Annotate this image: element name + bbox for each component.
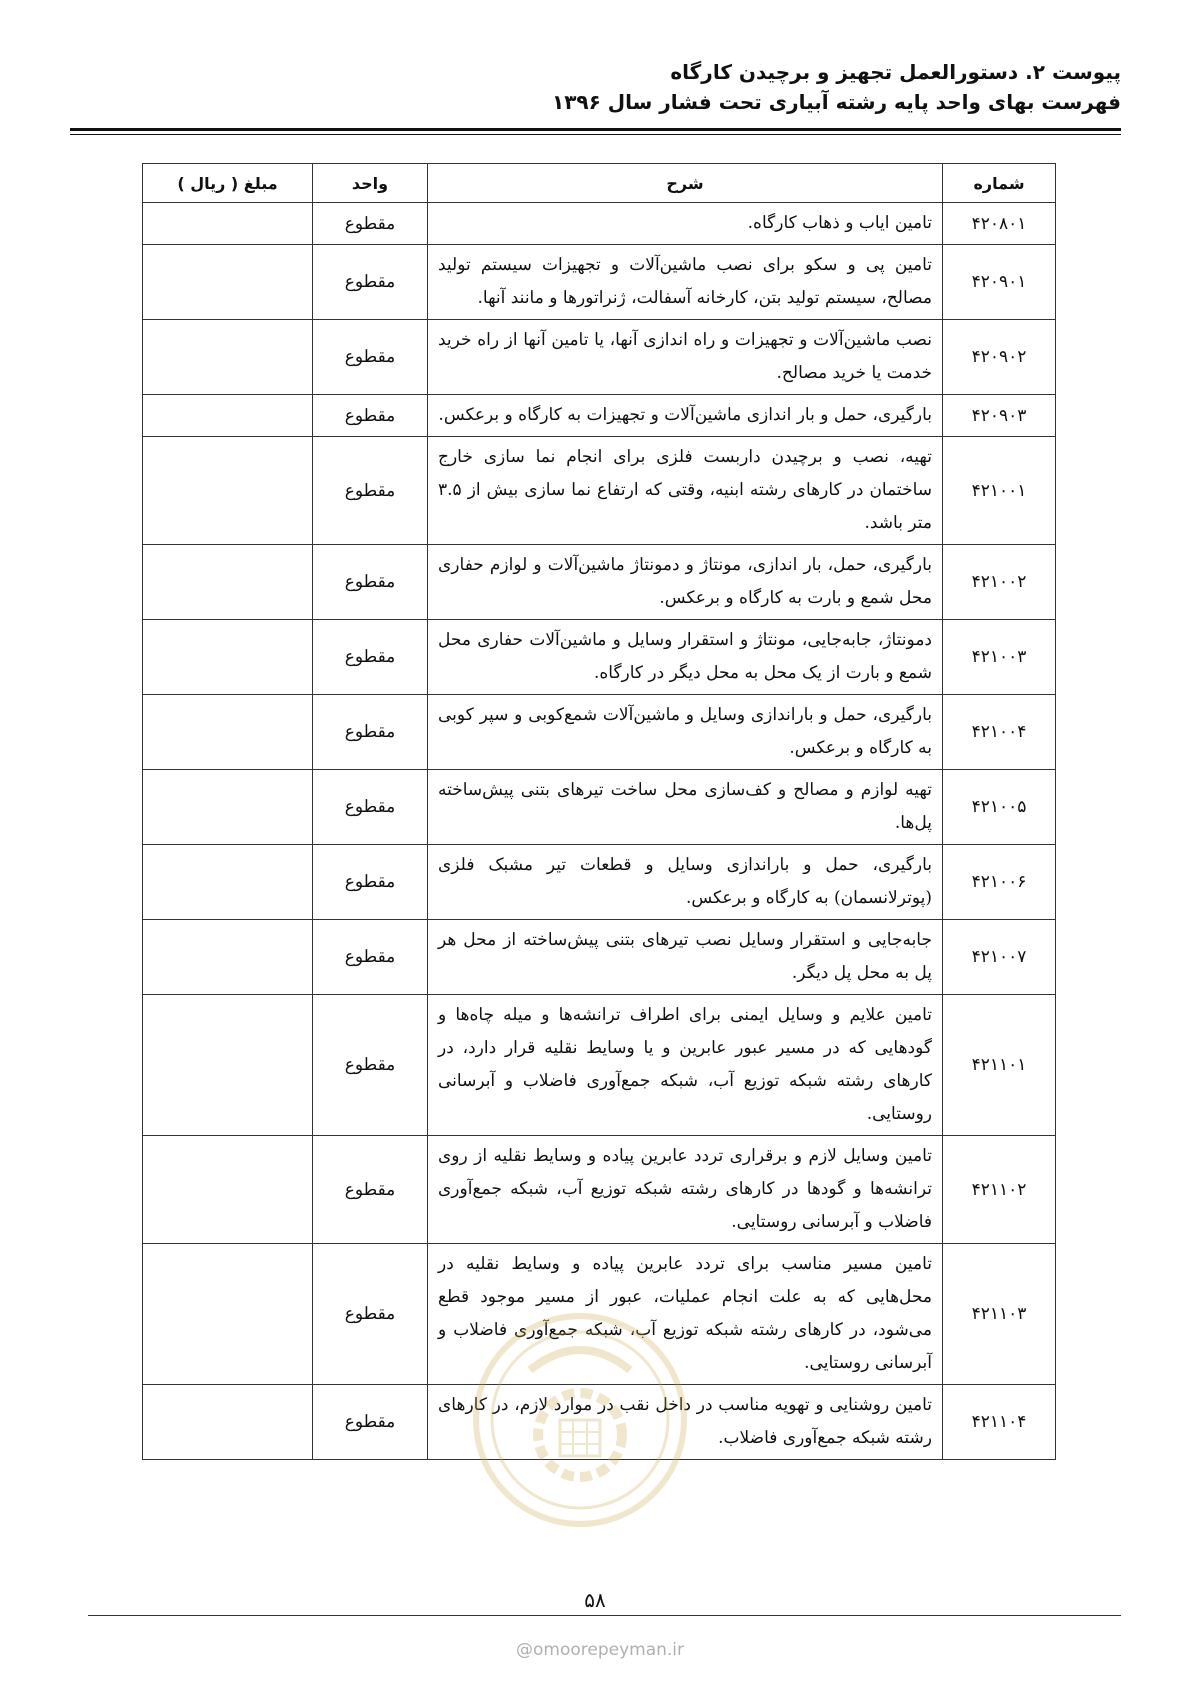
item-description: دمونتاژ، جابه‌جایی، مونتاژ و استقرار وسایل و ماشین‌آلات حفاری محل شمع و بارت از یک محل به محل دیگر در کارگاه.: [428, 620, 943, 695]
table-row: [143, 1136, 1056, 1244]
item-amount: [143, 320, 313, 395]
item-number: ۴۲۰۹۰۳: [943, 395, 1056, 437]
item-amount: [143, 1385, 313, 1460]
item-unit: مقطوع: [313, 320, 428, 395]
column-header-unit: واحد: [313, 164, 428, 203]
item-number: ۴۲۱۱۰۳: [943, 1244, 1056, 1385]
item-amount: [143, 620, 313, 695]
item-description: تامین روشنایی و تهویه مناسب در داخل نقب در موارد لازم، در کارهای رشته شبکه جمع‌آوری فاضلاب.: [428, 1385, 943, 1460]
item-description: بارگیری، حمل و باراندازی وسایل و قطعات تیر مشبک فلزی (پوترلانسمان) به کارگاه و برعکس.: [428, 845, 943, 920]
item-number: ۴۲۱۱۰۴: [943, 1385, 1056, 1460]
watermark-text: omoorepeyman.ir: [532, 1640, 685, 1660]
item-number: ۴۲۱۰۰۴: [943, 695, 1056, 770]
item-number: ۴۲۱۰۰۲: [943, 545, 1056, 620]
table-row: [143, 995, 1056, 1136]
table-row: [143, 320, 1056, 395]
item-number: ۴۲۰۸۰۱: [943, 203, 1056, 245]
item-number: ۴۲۱۱۰۱: [943, 995, 1056, 1136]
item-description: بارگیری، حمل و باراندازی وسایل و ماشین‌آلات شمع‌کوبی و سپر کوبی به کارگاه و برعکس.: [428, 695, 943, 770]
item-number: ۴۲۰۹۰۱: [943, 245, 1056, 320]
item-description: نصب ماشین‌آلات و تجهیزات و راه اندازی آنها، یا تامین آنها از راه خرید خدمت یا خرید مصالح.: [428, 320, 943, 395]
watermark-at-icon: @: [515, 1640, 533, 1660]
item-amount: [143, 395, 313, 437]
item-unit: مقطوع: [313, 995, 428, 1136]
item-description: تهیه لوازم و مصالح و کف‌سازی محل ساخت تیرهای بتنی پیش‌ساخته پل‌ها.: [428, 770, 943, 845]
item-unit: مقطوع: [313, 1385, 428, 1460]
header-price-list-title: فهرست بهای واحد پایه رشته آبیاری تحت فشار سال ۱۳۹۶: [552, 90, 1121, 114]
header-appendix-title: پیوست ۲. دستورالعمل تجهیز و برچیدن کارگاه: [670, 60, 1121, 84]
item-amount: [143, 920, 313, 995]
item-unit: مقطوع: [313, 545, 428, 620]
table-row: [143, 695, 1056, 770]
column-header-amount: مبلغ ( ریال ): [143, 164, 313, 203]
header-rule-thin: [70, 134, 1121, 135]
item-amount: [143, 245, 313, 320]
table-row: [143, 845, 1056, 920]
table-row: [143, 770, 1056, 845]
item-number: ۴۲۱۰۰۶: [943, 845, 1056, 920]
table-row: [143, 203, 1056, 245]
table-row: [143, 545, 1056, 620]
table-row: [143, 920, 1056, 995]
item-description: بارگیری، حمل، بار اندازی، مونتاژ و دمونتاژ ماشین‌آلات و لوازم حفاری محل شمع و بارت به کارگاه و برعکس.: [428, 545, 943, 620]
item-number: ۴۲۰۹۰۲: [943, 320, 1056, 395]
table-row: [143, 245, 1056, 320]
item-unit: مقطوع: [313, 437, 428, 545]
item-amount: [143, 845, 313, 920]
document-header: [70, 60, 1121, 114]
item-number: ۴۲۱۱۰۲: [943, 1136, 1056, 1244]
footer-rule: [88, 1615, 1121, 1616]
item-number: ۴۲۱۰۰۱: [943, 437, 1056, 545]
item-amount: [143, 995, 313, 1136]
item-unit: مقطوع: [313, 770, 428, 845]
item-amount: [143, 1136, 313, 1244]
item-amount: [143, 545, 313, 620]
item-description: تامین پی و سکو برای نصب ماشین‌آلات و تجهیزات سیستم تولید مصالح، سیستم تولید بتن، کارخانه آسفالت، ژنراتورها و مانند آنها.: [428, 245, 943, 320]
item-unit: مقطوع: [313, 395, 428, 437]
item-unit: مقطوع: [313, 1244, 428, 1385]
item-description: تامین ایاب و ذهاب کارگاه.: [428, 203, 943, 245]
item-description: تامین علایم و وسایل ایمنی برای اطراف ترانشه‌ها و میله چاه‌ها و گودهایی که در مسیر عبور عابرین و یا وسایط نقلیه قرار دارد، در کارهای رشته شبکه توزیع آب، شبکه جمع‌آوری فاضلاب و آبرسانی روستایی.: [428, 995, 943, 1136]
item-amount: [143, 203, 313, 245]
item-amount: [143, 695, 313, 770]
item-description: بارگیری، حمل و بار اندازی ماشین‌آلات و تجهیزات به کارگاه و برعکس.: [428, 395, 943, 437]
item-amount: [143, 437, 313, 545]
item-description: تامین وسایل لازم و برقراری تردد عابرین پیاده و وسایط نقلیه از روی ترانشه‌ها و گودها در کارهای رشته شبکه توزیع آب، شبکه جمع‌آوری فاضلاب و آبرسانی روستایی.: [428, 1136, 943, 1244]
table-header-row: [143, 164, 1056, 203]
item-number: ۴۲۱۰۰۷: [943, 920, 1056, 995]
item-unit: مقطوع: [313, 245, 428, 320]
table-row: [143, 437, 1056, 545]
item-amount: [143, 770, 313, 845]
item-number: ۴۲۱۰۰۵: [943, 770, 1056, 845]
header-rule-thick: [70, 128, 1121, 131]
item-unit: مقطوع: [313, 1136, 428, 1244]
item-description: تامین مسیر مناسب برای تردد عابرین پیاده و وسایط نقلیه در محل‌هایی که به علت انجام عملیات، عبور از مسیر موجود قطع می‌شود، در کارهای رشته شبکه توزیع آب، شبکه جمع‌آوری فاضلاب و آبرسانی روستایی.: [428, 1244, 943, 1385]
table-row: [143, 395, 1056, 437]
price-items-table: [142, 163, 1056, 1460]
item-description: تهیه، نصب و برچیدن داربست فلزی برای انجام نما سازی خارج ساختمان در کارهای رشته ابنیه، وقتی که ارتفاع نما سازی بیش از ۳.۵ متر باشد.: [428, 437, 943, 545]
item-unit: مقطوع: [313, 620, 428, 695]
site-watermark: [480, 1640, 720, 1660]
item-unit: مقطوع: [313, 203, 428, 245]
column-header-number: شماره: [943, 164, 1056, 203]
page-number: ۵۸: [584, 1588, 606, 1612]
item-unit: مقطوع: [313, 695, 428, 770]
item-unit: مقطوع: [313, 920, 428, 995]
item-unit: مقطوع: [313, 845, 428, 920]
column-header-description: شرح: [428, 164, 943, 203]
item-description: جابه‌جایی و استقرار وسایل نصب تیرهای بتنی پیش‌ساخته از محل هر پل به محل پل دیگر.: [428, 920, 943, 995]
item-amount: [143, 1244, 313, 1385]
seal-stamp-icon: [470, 1310, 690, 1530]
item-number: ۴۲۱۰۰۳: [943, 620, 1056, 695]
table-row: [143, 620, 1056, 695]
